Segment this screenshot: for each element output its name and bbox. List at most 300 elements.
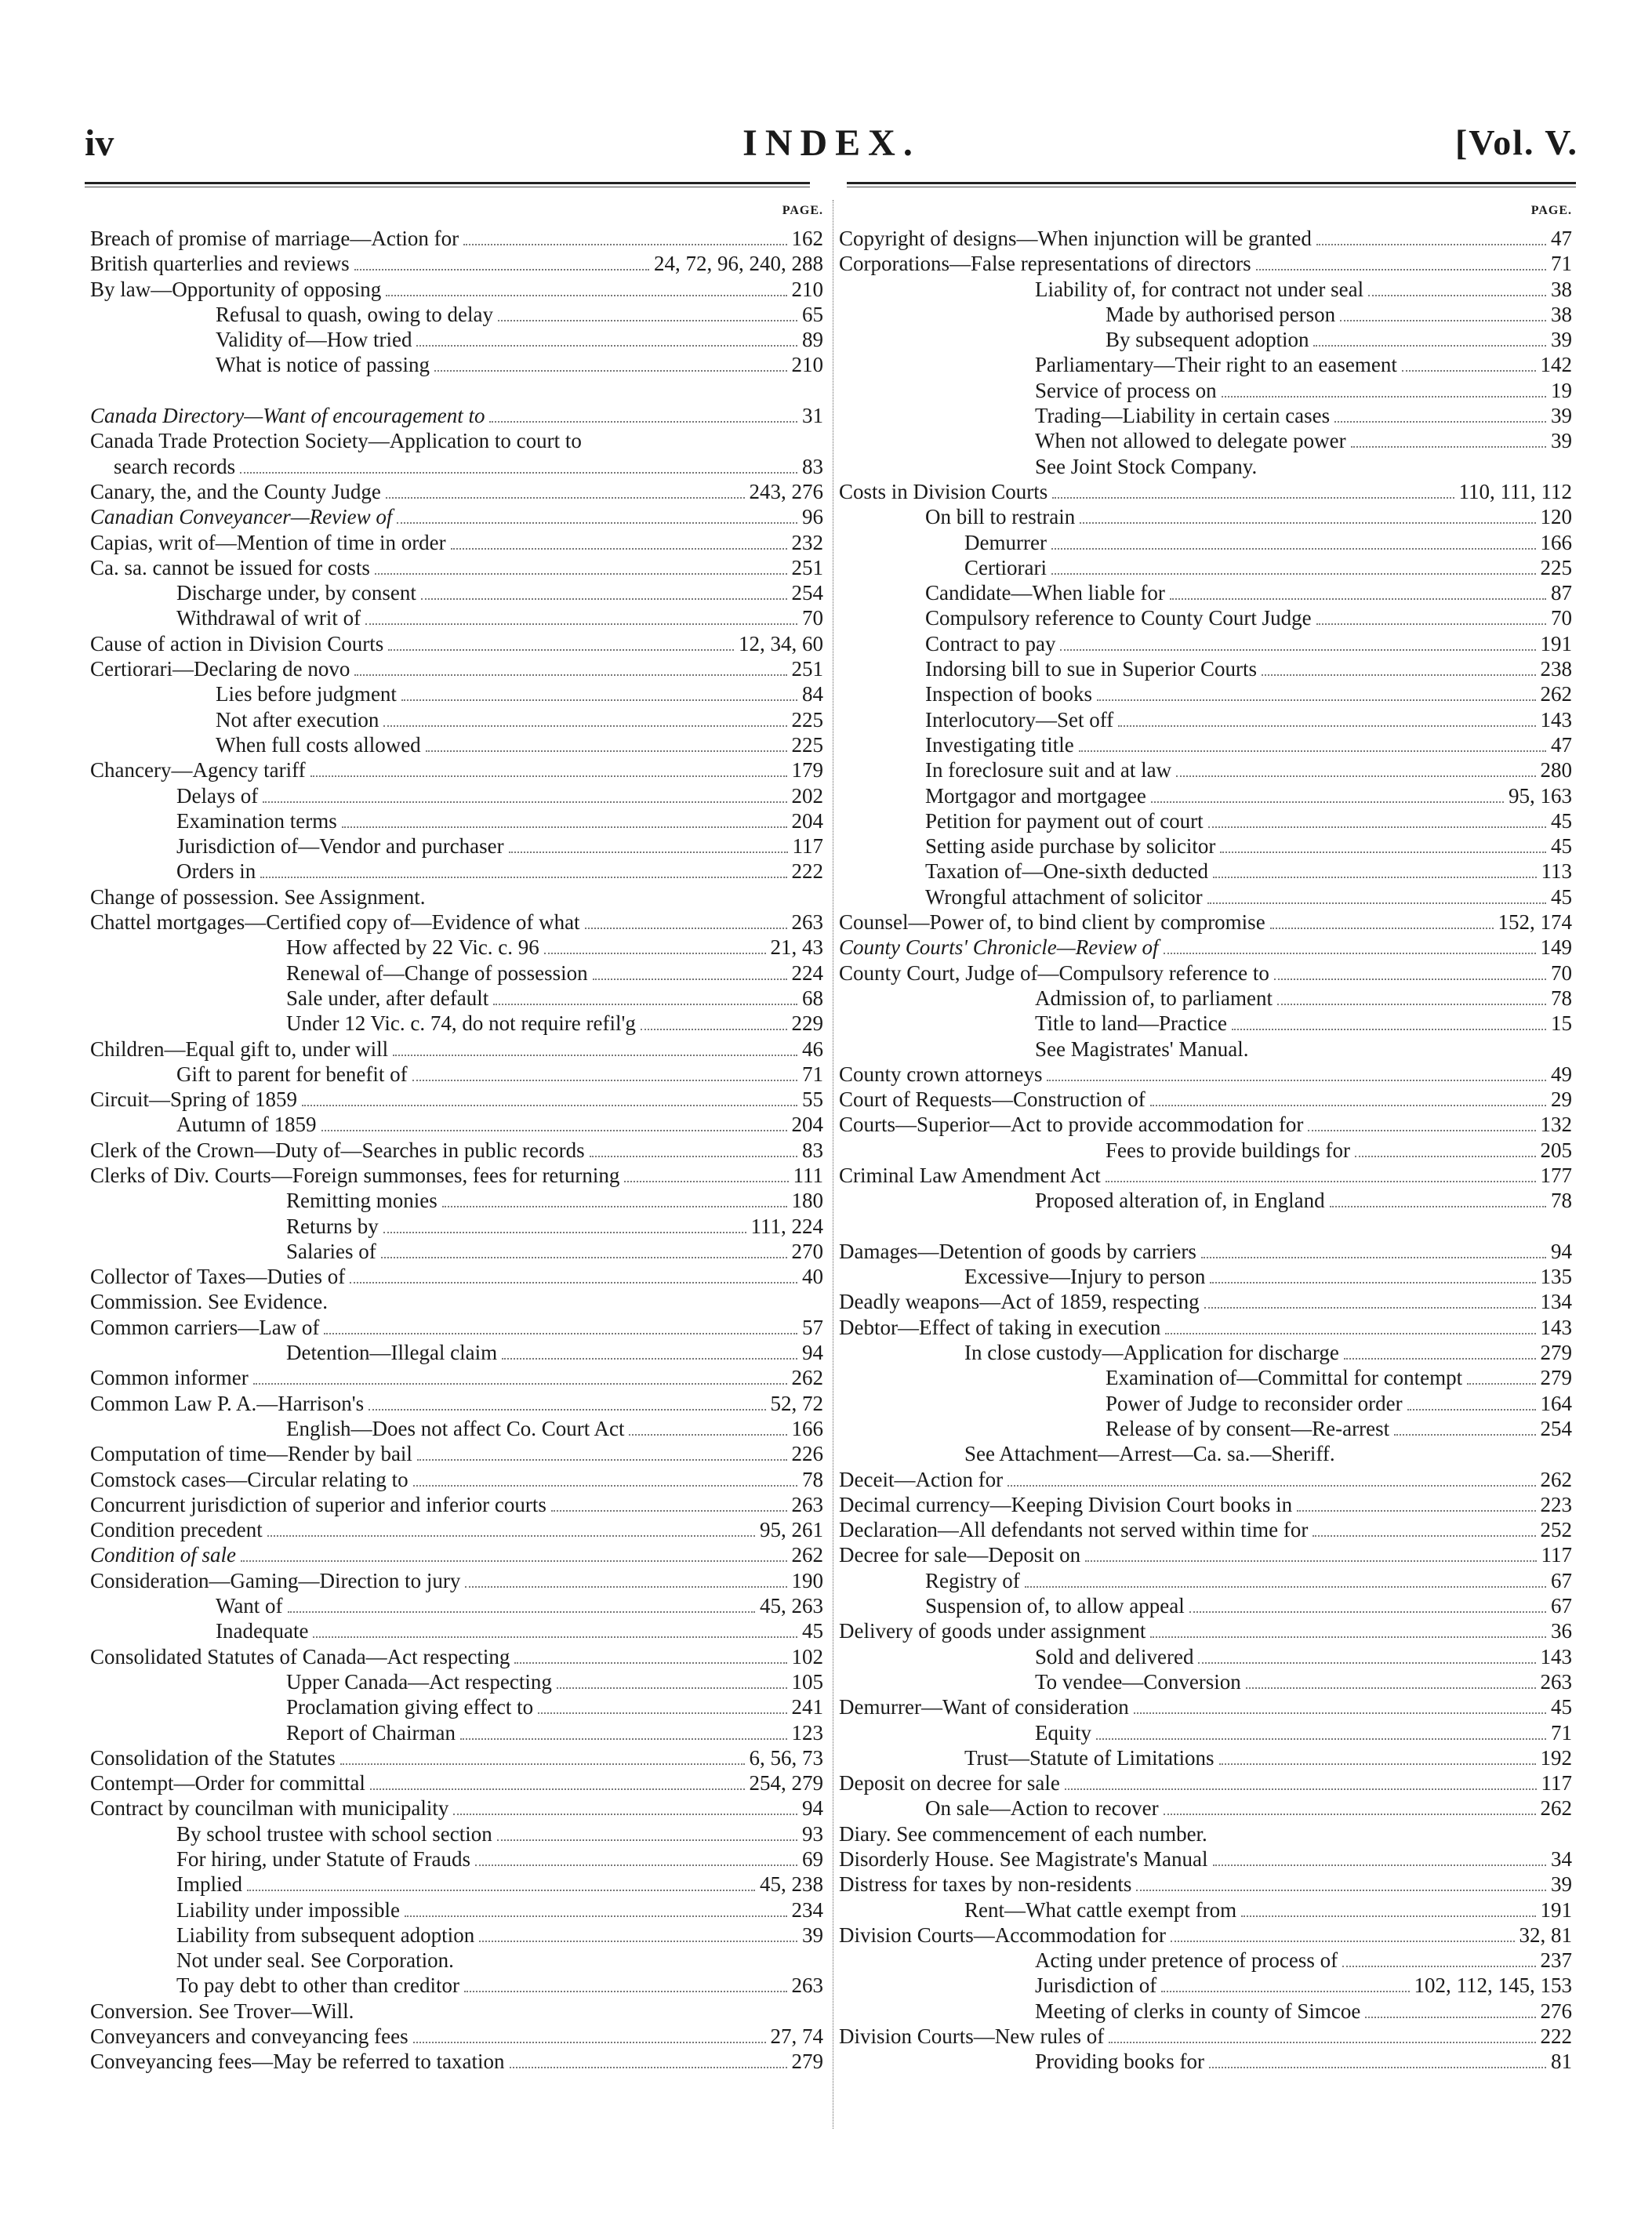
dot-leader [1344, 1358, 1536, 1360]
entry-page: 135 [1540, 1265, 1572, 1289]
dot-leader [1106, 1181, 1536, 1182]
dot-leader [1351, 446, 1546, 448]
entry-page: 276 [1540, 1999, 1572, 2023]
entry-page: 49 [1551, 1062, 1572, 1086]
index-entry [90, 1999, 823, 2024]
entry-page: 78 [1551, 986, 1572, 1010]
entry-text: Validity of—How tried [216, 328, 412, 352]
entry-page: 234 [791, 1897, 823, 1922]
entry-text: Liability from subsequent adoption [176, 1923, 475, 1947]
entry-text: British quarterlies and reviews [90, 252, 350, 276]
index-entry [839, 1011, 1572, 1036]
entry-page: 262 [791, 1366, 823, 1390]
dot-leader [1316, 244, 1546, 245]
header-rule-left [85, 182, 810, 184]
entry-page: 81 [1551, 2050, 1572, 2074]
entry-text: See Magistrates' Manual. [1035, 1037, 1249, 1061]
dot-leader [1164, 1814, 1536, 1815]
entry-text: Jurisdiction of—Vendor and purchaser [176, 834, 504, 859]
entry-text: Refusal to quash, owing to delay [216, 302, 493, 326]
page-column-label: PAGE. [1530, 204, 1572, 217]
index-entry [90, 960, 823, 986]
entry-text: Liability of, for contract not under seal [1035, 277, 1364, 301]
entry-page: 166 [1540, 530, 1572, 554]
index-entry [90, 1846, 823, 1872]
entry-page: 263 [791, 910, 823, 935]
index-entry [90, 1087, 823, 1112]
dot-leader [253, 1383, 787, 1385]
entry-text: Delays of [176, 783, 259, 808]
dot-leader [464, 1991, 787, 1992]
entry-text: Trust—Statute of Limitations [964, 1745, 1214, 1770]
entry-text: Taxation of—One-sixth deducted [925, 859, 1209, 884]
entry-page: 223 [1540, 1492, 1572, 1516]
entry-text: Liability under impossible [176, 1897, 400, 1922]
dot-leader [1051, 573, 1536, 575]
entry-page: 252 [1540, 1518, 1572, 1542]
entry-page: 279 [1540, 1341, 1572, 1365]
entry-text: Ca. sa. cannot be issued for costs [90, 555, 370, 579]
entry-page: 222 [791, 859, 823, 884]
entry-text: Change of possession. See Assignment. [90, 884, 426, 909]
entry-text: When not allowed to delegate power [1035, 429, 1346, 453]
dot-leader [1209, 2067, 1546, 2068]
entry-page: 83 [802, 454, 823, 478]
dot-leader [434, 370, 787, 372]
entry-page: 225 [791, 707, 823, 732]
dot-leader [451, 548, 787, 550]
index-entry [839, 707, 1572, 732]
dot-leader [260, 877, 786, 878]
index-entry [839, 884, 1572, 910]
entry-page: 105 [791, 1669, 823, 1694]
index-entry [90, 1416, 823, 1441]
index-entry [839, 1062, 1572, 1087]
index-entry [839, 1999, 1572, 2024]
index-entry [90, 1973, 823, 1998]
entry-page: 238 [1540, 657, 1572, 681]
index-entry [90, 251, 823, 276]
entry-page: 94 [802, 1341, 823, 1365]
entry-text: Clerk of the Crown—Duty of—Searches in public records [90, 1138, 585, 1162]
entry-text: Withdrawal of writ of [176, 606, 361, 630]
index-entry [90, 352, 823, 377]
index-entry [90, 1264, 823, 1289]
index-entry [839, 403, 1572, 428]
dot-leader [321, 1130, 787, 1131]
entry-text: In foreclosure suit and at law [925, 758, 1172, 782]
entry-page: 40 [802, 1265, 823, 1289]
index-entry [839, 1188, 1572, 1213]
dot-leader [1365, 2017, 1535, 2018]
entry-text: Acting under pretence of process of [1035, 1948, 1338, 1973]
index-entries-left [90, 226, 823, 2075]
dot-leader [302, 1105, 797, 1106]
dot-leader [421, 598, 787, 600]
index-entry [90, 1441, 823, 1466]
index-entry [839, 1517, 1572, 1542]
dot-leader [1213, 1864, 1546, 1866]
entry-text: Division Courts—Accommodation for [839, 1923, 1166, 1947]
dot-leader [1118, 725, 1535, 727]
entry-page: 78 [1551, 1189, 1572, 1213]
entry-page: 45, 263 [760, 1594, 823, 1618]
entry-text: Condition precedent [90, 1518, 263, 1542]
index-entry [90, 1138, 823, 1163]
index-entry [90, 1391, 823, 1416]
dot-leader [1402, 370, 1536, 372]
dot-leader [465, 1586, 786, 1588]
entry-text: Lies before judgment [216, 682, 397, 706]
entry-page: 70 [1551, 606, 1572, 630]
index-entry [839, 1391, 1572, 1416]
index-entry [90, 1214, 823, 1239]
index-entry [90, 681, 823, 706]
entry-page: 102, 112, 145, 153 [1414, 1973, 1572, 1998]
index-entry [90, 454, 823, 479]
index-entry [90, 1163, 823, 1188]
dot-leader [1262, 674, 1536, 676]
entry-page: 102 [791, 1644, 823, 1668]
entry-text: Power of Judge to reconsider order [1106, 1391, 1403, 1415]
index-entry [839, 1872, 1572, 1897]
dot-leader [460, 1738, 787, 1740]
index-entry [839, 631, 1572, 656]
entry-text: Registry of [925, 1568, 1020, 1592]
dot-leader [412, 1080, 797, 1081]
entry-page: 36 [1551, 1619, 1572, 1643]
entry-page: 117 [1541, 1543, 1572, 1567]
dot-leader [1394, 1434, 1535, 1436]
dot-leader [383, 725, 786, 727]
dot-leader [1213, 877, 1536, 878]
entry-text: Inspection of books [925, 682, 1092, 706]
entry-page: 45 [1551, 808, 1572, 833]
entry-page: 19 [1551, 378, 1572, 402]
index-entry [90, 1669, 823, 1694]
index-entry [839, 757, 1572, 782]
entry-text: Comstock cases—Circular relating to [90, 1467, 408, 1491]
entry-page: 179 [791, 758, 823, 782]
dot-leader [340, 1763, 745, 1765]
dot-leader [1204, 1307, 1536, 1309]
entry-page: 229 [791, 1011, 823, 1036]
index-entry [90, 631, 823, 656]
entry-page: 83 [802, 1138, 823, 1162]
dot-leader [388, 649, 734, 651]
index-entry [90, 808, 823, 833]
index-entry [90, 1188, 823, 1213]
index-entry [90, 1795, 823, 1821]
entry-text: Gift to parent for benefit of [176, 1062, 408, 1086]
page-number: iv [85, 122, 114, 164]
entry-text: By law—Opportunity of opposing [90, 277, 382, 301]
dot-leader [1313, 345, 1546, 347]
index-entry [839, 327, 1572, 352]
dot-leader [354, 269, 649, 271]
entry-page: 52, 72 [770, 1391, 823, 1415]
index-entry [90, 935, 823, 960]
index-entry [90, 1239, 823, 1264]
index-entry [839, 1214, 1572, 1239]
entry-page: 243, 276 [749, 479, 823, 503]
entry-text: Decimal currency—Keeping Division Court books in [839, 1492, 1293, 1516]
entry-text: Decree for sale—Deposit on [839, 1543, 1081, 1567]
entry-text: On sale—Action to recover [925, 1796, 1159, 1821]
index-entry [839, 1264, 1572, 1289]
entry-text: Setting aside purchase by solicitor [925, 834, 1216, 859]
index-entry [839, 504, 1572, 529]
index-entry [839, 428, 1572, 453]
entry-page: 38 [1551, 302, 1572, 326]
dot-leader [557, 1687, 787, 1689]
entry-text: Sold and delivered [1035, 1644, 1194, 1668]
dot-leader [416, 345, 797, 347]
entry-text: Trading—Liability in certain cases [1035, 404, 1331, 428]
entry-text: When full costs allowed [216, 732, 421, 757]
entry-page: 45 [1551, 884, 1572, 909]
dot-leader [240, 472, 797, 474]
entry-text: Rent—What cattle exempt from [964, 1897, 1237, 1922]
entry-page: 65 [802, 302, 823, 326]
entry-text: Suspension of, to allow appeal [925, 1594, 1185, 1618]
index-entry [90, 580, 823, 605]
dot-leader [369, 1409, 765, 1411]
entry-text: Declaration—All defendants not served within time for [839, 1518, 1309, 1542]
entry-page: 71 [1551, 1720, 1572, 1745]
dot-leader [342, 826, 787, 828]
entry-text: Returns by [286, 1214, 379, 1238]
entry-text: Consideration—Gaming—Direction to jury [90, 1568, 461, 1592]
entry-page: 254 [791, 581, 823, 605]
dot-leader [1134, 1712, 1546, 1714]
index-entry [839, 1846, 1572, 1872]
entry-page: 210 [791, 277, 823, 301]
dot-leader [498, 320, 797, 321]
index-entry [90, 1694, 823, 1719]
entry-page: 232 [791, 530, 823, 554]
index-entry [90, 1062, 823, 1087]
index-entry [90, 1593, 823, 1618]
dot-leader [1340, 320, 1546, 321]
index-entry [90, 479, 823, 504]
entry-page: 68 [802, 986, 823, 1010]
entry-text: Interlocutory—Set off [925, 707, 1114, 732]
entry-page: 87 [1551, 581, 1572, 605]
entry-page: 226 [791, 1442, 823, 1466]
entry-text: Admission of, to parliament [1035, 986, 1273, 1010]
entry-page: 12, 34, 60 [739, 631, 823, 655]
index-entry [90, 226, 823, 251]
entry-text: Canada Trade Protection Society—Application to court to [90, 429, 582, 453]
dot-leader [1176, 775, 1535, 777]
entry-text: Report of Chairman [286, 1720, 456, 1745]
dot-leader [1136, 1890, 1546, 1891]
index-entry [90, 910, 823, 935]
index-entry [839, 1289, 1572, 1314]
index-entry [90, 277, 823, 302]
entry-page: 190 [791, 1568, 823, 1592]
entry-page: 57 [802, 1315, 823, 1339]
dot-leader [1256, 269, 1546, 271]
entry-text: Sale under, after default [286, 986, 489, 1010]
entry-text: Costs in Division Courts [839, 479, 1048, 503]
dot-leader [313, 1636, 797, 1638]
entry-page: 15 [1551, 1011, 1572, 1036]
entry-text: Copyright of designs—When injunction will be granted [839, 227, 1312, 250]
index-entry [839, 555, 1572, 580]
index-entries-right [839, 226, 1572, 2075]
dot-leader [1222, 396, 1546, 398]
dot-leader [453, 1814, 797, 1815]
entry-text: Inadequate [216, 1619, 309, 1643]
index-entry [839, 352, 1572, 377]
index-entry [839, 1138, 1572, 1163]
entry-page: 263 [791, 1973, 823, 1998]
dot-leader [442, 1206, 787, 1207]
index-entry [90, 1923, 823, 1948]
entry-page: 192 [1540, 1745, 1572, 1770]
dot-leader [1220, 851, 1546, 853]
entry-text: Compulsory reference to County Court Judge [925, 606, 1312, 630]
entry-text: Mortgagor and mortgagee [925, 783, 1146, 808]
dot-leader [1047, 1080, 1546, 1081]
entry-page: 166 [791, 1416, 823, 1440]
dot-leader [1407, 1409, 1536, 1411]
entry-text: Delivery of goods under assignment [839, 1619, 1146, 1643]
index-entry [839, 2024, 1572, 2049]
dot-leader [1342, 1966, 1535, 1967]
dot-leader [590, 1156, 797, 1157]
index-entry [90, 428, 823, 453]
entry-text: Consolidation of the Statutes [90, 1745, 336, 1770]
dot-leader [1355, 1156, 1536, 1157]
entry-page: 143 [1540, 1315, 1572, 1339]
dot-leader [386, 295, 786, 296]
entry-text: Title to land—Practice [1035, 1011, 1227, 1036]
entry-text: Concurrent jurisdiction of superior and inferior courts [90, 1492, 546, 1516]
entry-page: 95, 261 [760, 1518, 823, 1542]
index-entry [839, 1821, 1572, 1846]
index-entry [90, 1618, 823, 1643]
entry-text: See Attachment—Arrest—Ca. sa.—Sheriff. [964, 1442, 1335, 1466]
dot-leader [1189, 1611, 1546, 1613]
dot-leader [585, 928, 787, 929]
entry-text: For hiring, under Statute of Frauds [176, 1847, 470, 1871]
dot-leader [1316, 623, 1546, 625]
entry-text: search records [114, 454, 236, 478]
index-entry [839, 681, 1572, 706]
entry-page: 204 [791, 1113, 823, 1137]
dot-leader [463, 244, 786, 245]
dot-leader [502, 1358, 797, 1360]
entry-page: 70 [1551, 960, 1572, 985]
entry-page: 34 [1551, 1847, 1572, 1871]
entry-page: 21, 43 [770, 935, 823, 960]
entry-page: 180 [791, 1189, 823, 1213]
index-entry [839, 1087, 1572, 1112]
entry-text: Not after execution [216, 707, 379, 732]
entry-text: Detention—Illegal claim [286, 1341, 498, 1365]
entry-text: To pay debt to other than creditor [176, 1973, 459, 1998]
entry-text: Demurrer—Want of consideration [839, 1695, 1129, 1719]
entry-text: County crown attorneys [839, 1062, 1043, 1086]
entry-page: 89 [802, 328, 823, 352]
dot-leader [1467, 1383, 1535, 1385]
entry-text: Criminal Law Amendment Act [839, 1163, 1101, 1187]
entry-text: Indorsing bill to sue in Superior Courts [925, 657, 1257, 681]
index-entry [839, 1948, 1572, 1973]
entry-text: Demurrer [964, 530, 1047, 554]
entry-page: 71 [1551, 252, 1572, 276]
index-entry [90, 1315, 823, 1340]
dot-leader [629, 1434, 786, 1436]
index-entry [90, 1745, 823, 1770]
entry-page: 67 [1551, 1568, 1572, 1592]
index-entry [90, 1720, 823, 1745]
entry-text: Discharge under, by consent [176, 581, 416, 605]
dot-leader [1201, 1257, 1546, 1258]
dot-leader [493, 1004, 797, 1005]
dot-leader [538, 1712, 786, 1714]
entry-text: Counsel—Power of, to bind client by compromise [839, 910, 1265, 935]
index-entry [90, 1289, 823, 1314]
index-entry [839, 251, 1572, 276]
entry-text: Examination terms [176, 808, 337, 833]
index-entry [839, 1897, 1572, 1923]
entry-page: 225 [1540, 555, 1572, 579]
entry-page: 47 [1551, 732, 1572, 757]
index-entry [839, 1720, 1572, 1745]
index-entry [90, 504, 823, 529]
entry-text: Remitting monies [286, 1189, 438, 1213]
entry-text: Service of process on [1035, 378, 1217, 402]
entry-page: 262 [791, 1543, 823, 1567]
dot-leader [241, 1560, 786, 1562]
index-entry [839, 1694, 1572, 1719]
entry-page: 224 [791, 960, 823, 985]
index-entry [839, 808, 1572, 833]
dot-leader [497, 1839, 797, 1841]
entry-page: 39 [1551, 328, 1572, 352]
index-entry [90, 1644, 823, 1669]
index-entry [839, 1618, 1572, 1643]
dot-leader [1097, 699, 1536, 701]
index-entry [839, 1568, 1572, 1593]
dot-leader [383, 1232, 746, 1233]
index-entry [90, 732, 823, 757]
entry-text: Canary, the, and the County Judge [90, 479, 381, 503]
entry-page: 111 [793, 1163, 823, 1187]
entry-page: 279 [791, 2050, 823, 2074]
entry-page: 191 [1540, 631, 1572, 655]
entry-page: 45 [1551, 834, 1572, 859]
index-entry [839, 1037, 1572, 1062]
entry-page: 71 [802, 1062, 823, 1086]
entry-page: 67 [1551, 1594, 1572, 1618]
dot-leader [401, 699, 797, 701]
entry-text: Commission. See Evidence. [90, 1290, 328, 1314]
index-entry [839, 1467, 1572, 1492]
entry-text: Autumn of 1859 [176, 1113, 317, 1137]
index-entry [839, 910, 1572, 935]
entry-page: 45 [1551, 1695, 1572, 1719]
entry-text: Renewal of—Change of possession [286, 960, 588, 985]
entry-page: 143 [1540, 1644, 1572, 1668]
entry-text: Clerks of Div. Courts—Foreign summonses, fees for returning [90, 1163, 620, 1187]
dot-leader [489, 421, 797, 423]
entry-text: Deadly weapons—Act of 1859, respecting [839, 1290, 1200, 1314]
